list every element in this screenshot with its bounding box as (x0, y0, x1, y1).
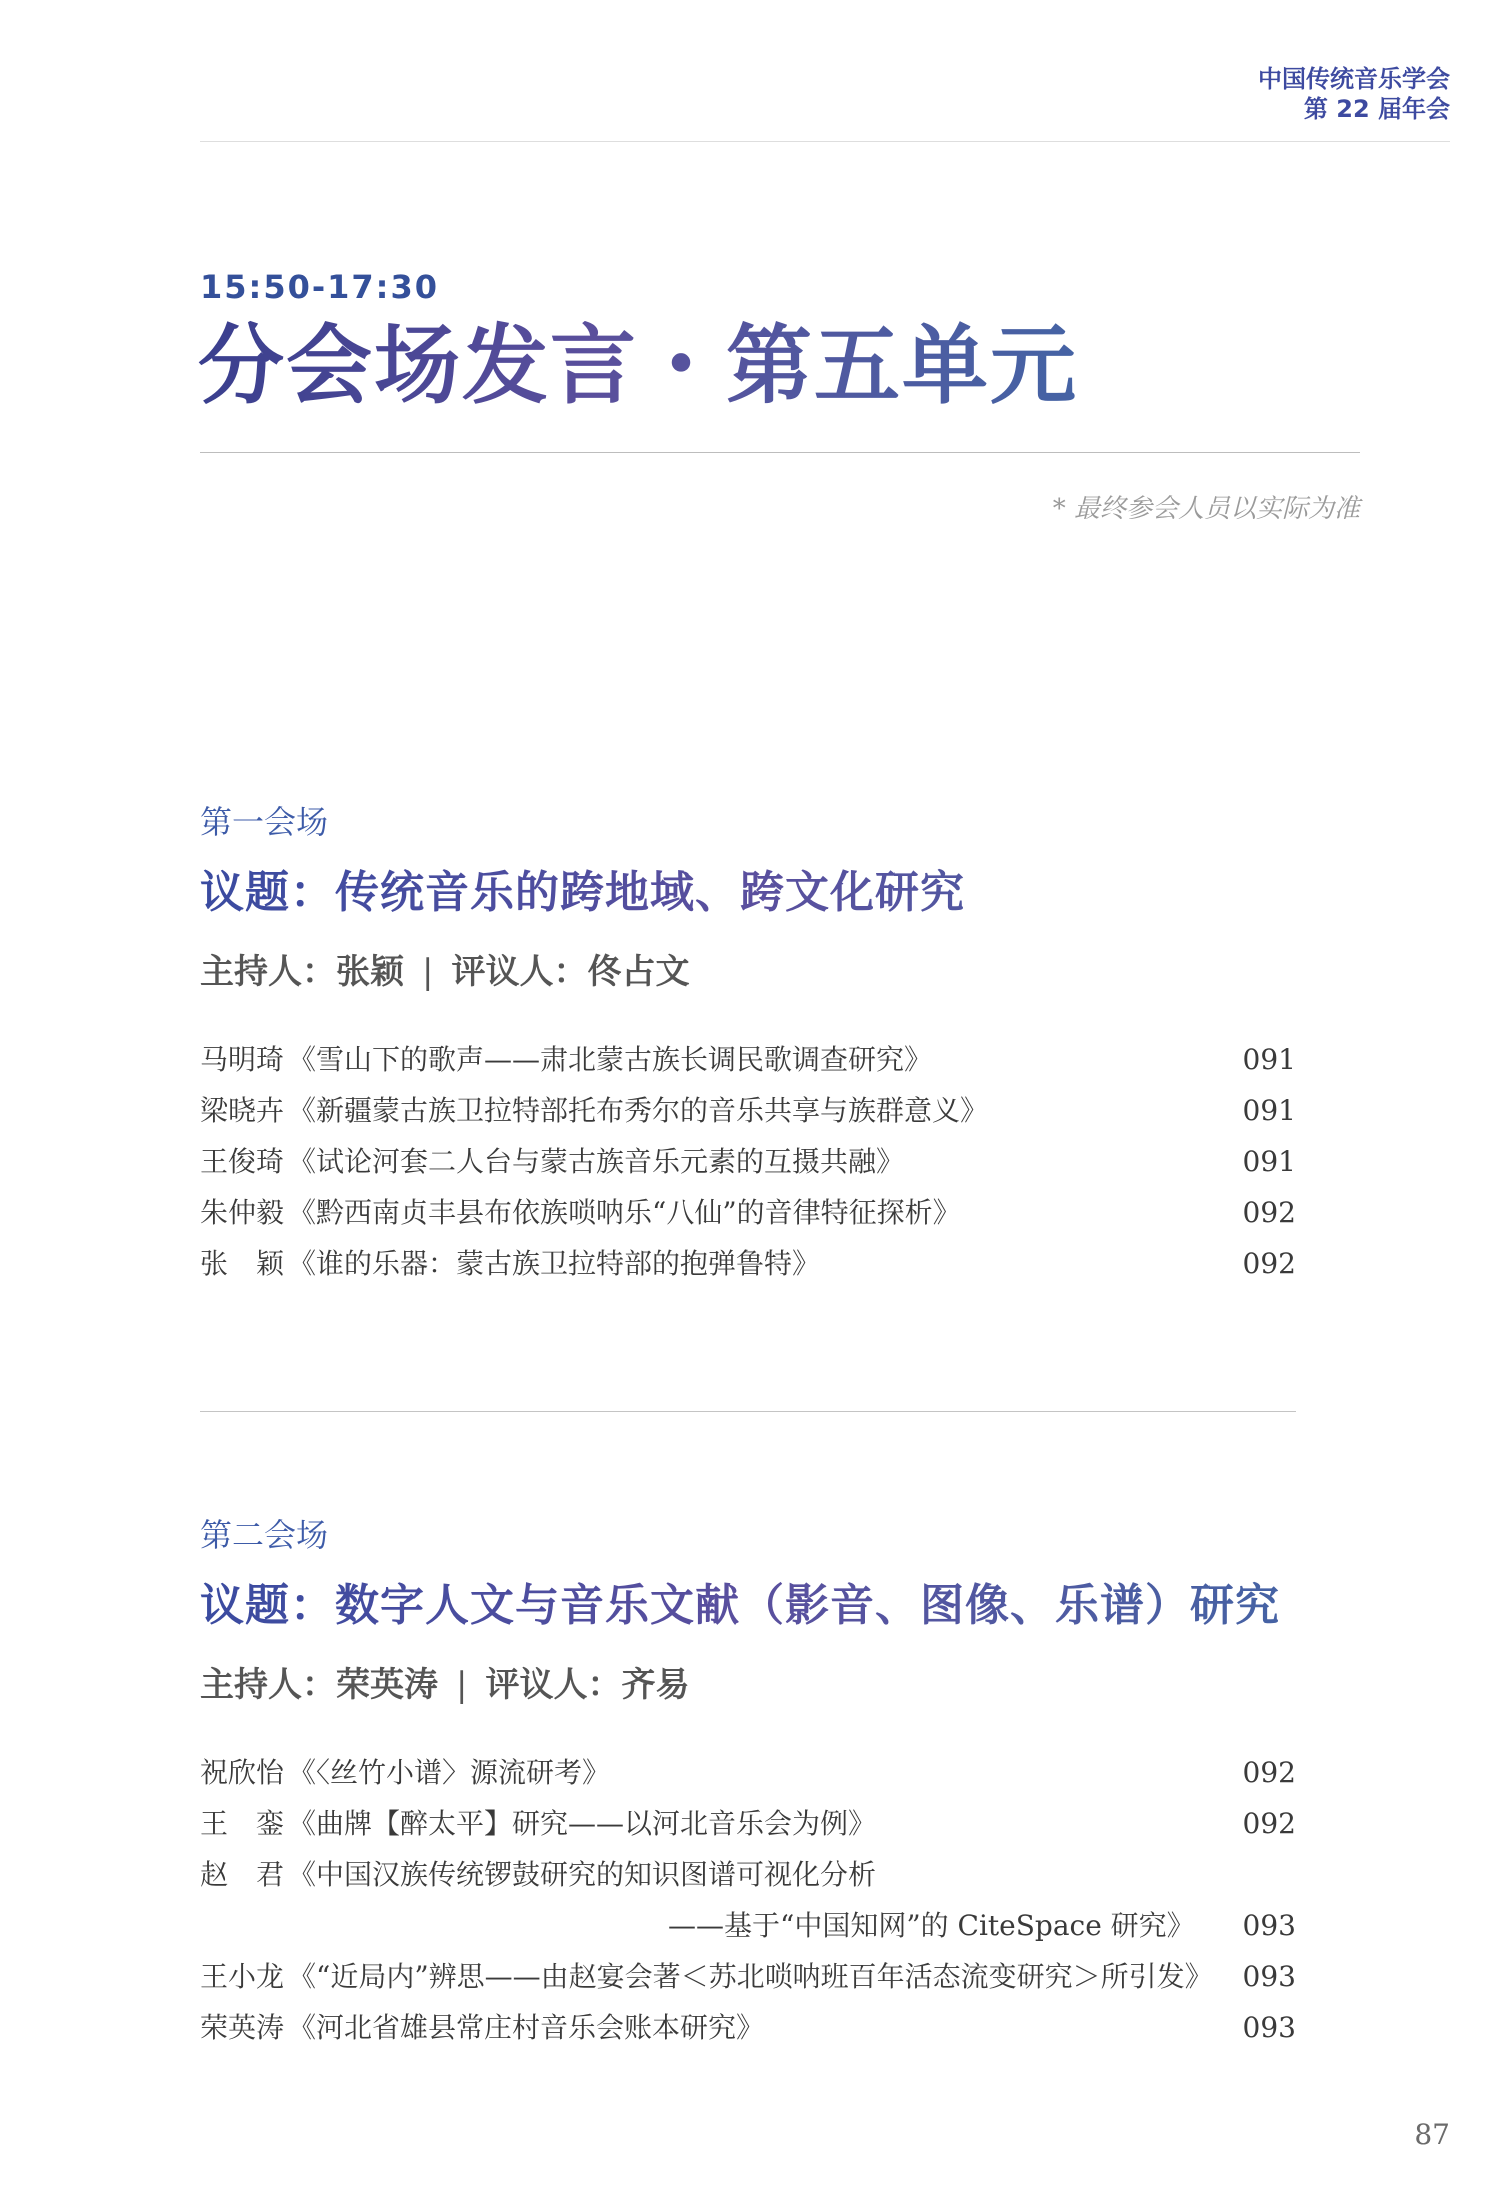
paper-list (200, 1747, 1296, 2053)
host-name: 张颖 (336, 952, 404, 992)
host-line (200, 1663, 1296, 1707)
paper-author: 马明琦 (200, 1043, 285, 1076)
paper-author: 荣英涛 (200, 2011, 285, 2044)
venue-label: 第二会场 (200, 1516, 329, 1554)
section-venue-2 (200, 1515, 1296, 2053)
paper-author: 朱仲毅 (200, 1196, 285, 1229)
reviewer-name: 佟占文 (587, 952, 690, 992)
paper-page: 091 (1242, 1094, 1296, 1127)
host-label: 主持人： (200, 952, 336, 992)
paper-page: 093 (1242, 1909, 1296, 1942)
host-label: 主持人： (200, 1665, 336, 1705)
header-divider (200, 141, 1450, 142)
paper-item (200, 1238, 1296, 1289)
paper-page: 092 (1242, 1247, 1296, 1280)
attendance-note: * 最终参会人员以实际为准 (1052, 494, 1360, 524)
paper-author: 祝欣怡 (200, 1756, 285, 1789)
paper-author: 王 銮 (200, 1807, 285, 1840)
paper-list (200, 1034, 1296, 1289)
paper-author: 王小龙 (200, 1960, 285, 1993)
paper-title: 《谁的乐器：蒙古族卫拉特部的抱弹鲁特》 (288, 1247, 821, 1280)
venue-label: 第一会场 (200, 803, 329, 841)
paper-page: 092 (1242, 1807, 1296, 1840)
host-line (200, 950, 1296, 994)
paper-item (200, 1136, 1296, 1187)
section-divider (200, 1411, 1296, 1412)
paper-title: 《新疆蒙古族卫拉特部托布秀尔的音乐共享与族群意义》 (288, 1094, 989, 1127)
reviewer-label: 评议人： (451, 952, 588, 992)
paper-author: 赵 君 (200, 1858, 285, 1891)
paper-page: 093 (1242, 1960, 1296, 1993)
paper-title-line2: ——基于“中国知网”的 CiteSpace 研究》 (668, 1909, 1195, 1942)
paper-title: 《黔西南贞丰县布依族唢呐乐“八仙”的音律特征探析》 (288, 1196, 961, 1229)
paper-item (200, 1951, 1296, 2002)
paper-item (200, 1034, 1296, 1085)
time-range: 15:50-17:30 (200, 268, 439, 306)
page-title: 分会场发言・第五单元 (198, 315, 1078, 416)
paper-item (200, 2002, 1296, 2053)
header-org-line1: 中国传统音乐学会 (1258, 65, 1450, 93)
host-name: 荣英涛 (336, 1665, 438, 1705)
paper-item (200, 1187, 1296, 1238)
paper-title (288, 1849, 1236, 1951)
paper-page: 093 (1242, 2011, 1296, 2044)
paper-author: 王俊琦 (200, 1145, 285, 1178)
paper-item (200, 1085, 1296, 1136)
paper-page: 092 (1242, 1756, 1296, 1789)
header-org (1258, 64, 1450, 124)
topic-title: 议题：传统音乐的跨地域、跨文化研究 (200, 866, 1296, 920)
paper-item (200, 1798, 1296, 1849)
host-separator: | (422, 952, 434, 992)
page-number: 87 (1414, 2118, 1450, 2151)
paper-title: 《河北省雄县常庄村音乐会账本研究》 (288, 2011, 765, 2044)
title-divider (200, 452, 1360, 453)
paper-item (200, 1747, 1296, 1798)
paper-title: 《雪山下的歌声——肃北蒙古族长调民歌调查研究》 (288, 1043, 933, 1076)
paper-title: 《试论河套二人台与蒙古族音乐元素的互摄共融》 (288, 1145, 905, 1178)
paper-title: 《曲牌【醉太平】研究——以河北音乐会为例》 (288, 1807, 877, 1840)
reviewer-label: 评议人： (485, 1665, 622, 1705)
reviewer-name: 齐易 (621, 1665, 690, 1705)
paper-page: 092 (1242, 1196, 1296, 1229)
paper-page: 091 (1242, 1043, 1296, 1076)
header-org-line2: 第 22 届年会 (1303, 95, 1450, 123)
topic-title: 议题：数字人文与音乐文献（影音、图像、乐谱）研究 (200, 1579, 1296, 1633)
paper-author: 张 颖 (200, 1247, 285, 1280)
paper-title: 《“近局内”辨思——由赵宴会著＜苏北唢呐班百年活态流变研究＞所引发》 (288, 1960, 1213, 1993)
paper-item (200, 1849, 1296, 1951)
paper-author: 梁晓卉 (200, 1094, 285, 1127)
paper-title-line1: 《中国汉族传统锣鼓研究的知识图谱可视化分析 (288, 1858, 877, 1891)
paper-page: 091 (1242, 1145, 1296, 1178)
host-separator: | (456, 1665, 468, 1705)
paper-title: 《〈丝竹小谱〉源流研考》 (288, 1756, 611, 1789)
section-venue-1 (200, 802, 1296, 1289)
